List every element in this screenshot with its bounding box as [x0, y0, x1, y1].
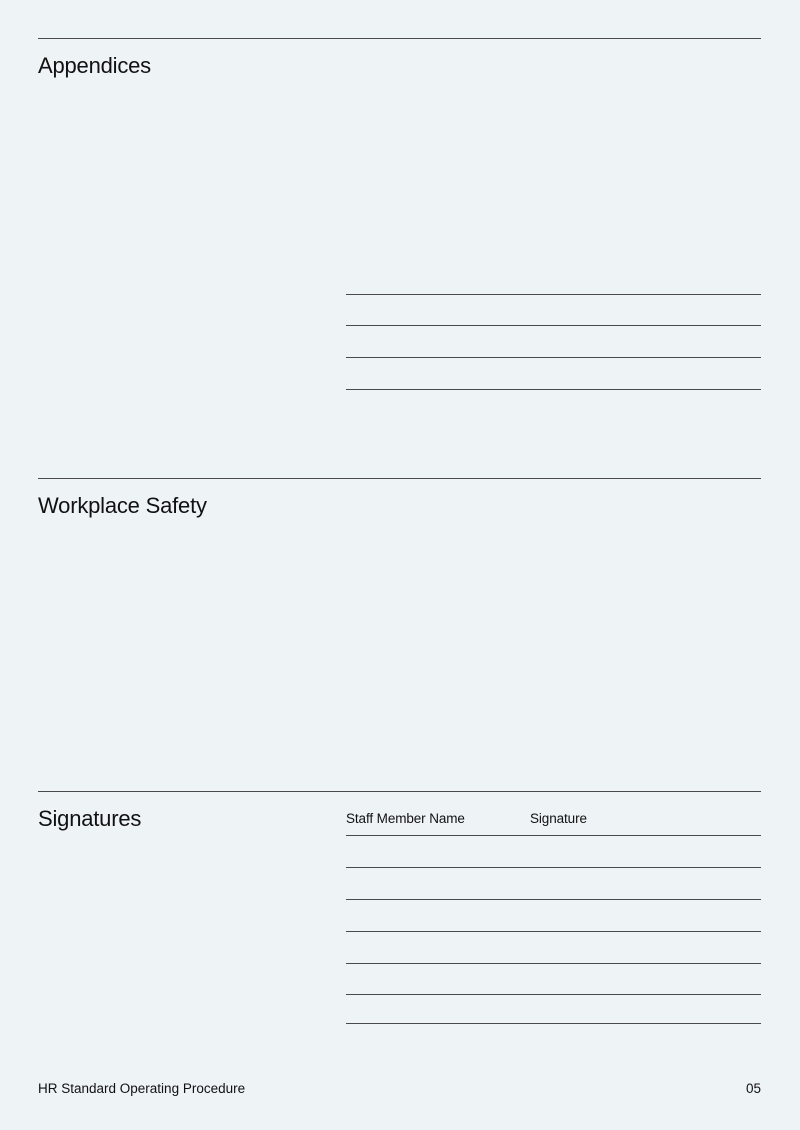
workplace-safety-divider [38, 478, 761, 479]
signature-row-line [346, 899, 761, 900]
workplace-safety-title: Workplace Safety [38, 493, 207, 518]
appendices-line [346, 325, 761, 326]
appendices-line [346, 357, 761, 358]
signature-row-line [346, 867, 761, 868]
footer-page-number: 05 [745, 1081, 761, 1096]
signature-row-line [346, 994, 761, 995]
appendices-title: Appendices [38, 53, 151, 78]
signature-row-line [346, 835, 761, 836]
signature-header: Signature [530, 811, 587, 826]
signature-row-line [346, 1023, 761, 1024]
appendices-line [346, 294, 761, 295]
footer-document-title: HR Standard Operating Procedure [38, 1081, 246, 1096]
signatures-title: Signatures [38, 806, 142, 831]
signatures-divider [38, 791, 761, 792]
signature-row-line [346, 963, 761, 964]
appendices-line [346, 389, 761, 390]
signature-row-line [346, 931, 761, 932]
staff-member-name-header: Staff Member Name [346, 811, 465, 826]
appendices-divider [38, 38, 761, 39]
